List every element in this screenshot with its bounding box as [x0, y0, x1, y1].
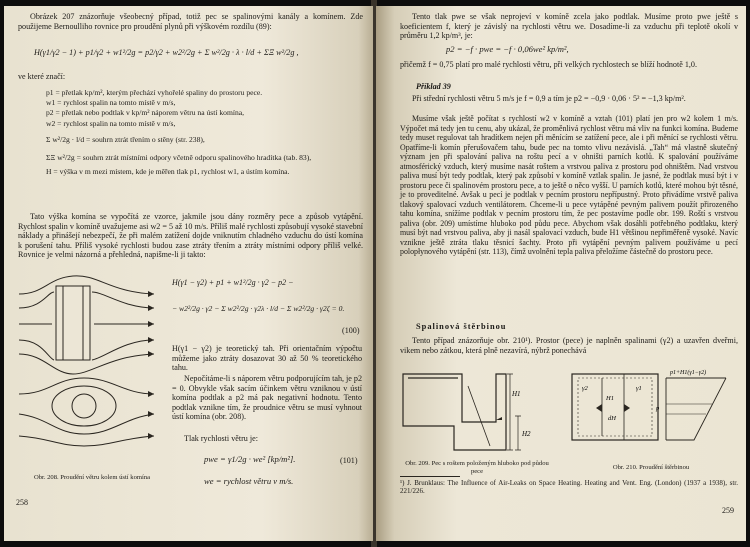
figure-209-caption: Obr. 209. Pec s roštem položeným hluboko pod půdou pece — [405, 460, 549, 475]
furnace-grate-figure — [398, 366, 548, 456]
left-page — [4, 6, 373, 541]
gamma1-label: γ1 — [636, 385, 642, 392]
definition-item: p1 = přetlak kp/m², kterým přechází vyhořelé spaliny do prostoru pece. — [46, 88, 263, 97]
dh-label: dH — [608, 415, 616, 422]
left-page-number: 258 — [16, 498, 28, 507]
chimney-paragraph: Tato výška komína se vypočítá ze vzorce, jakmile jsou dány rozměry pece a způsob vytápění. Rychlost spalin v komíně uvažujeme asi w2 = 5 až 10 m/s. Příliš malé rychlosti způsobují vysoké stavební náklady a přinášejí nebezpečí, že při malém zatížení dojde vniknutím chladného vzduchu do ústí komína k porušení tahu. Příliš vysoké rychlosti budou zase ztráty třením a ztráty místními odpory příliš velké. Rovnice je velmi názorná a přehledná, napišme-li ji takto: — [18, 212, 363, 260]
definition-item: w2 = rychlost spalin na tomto místě v m/s, — [46, 118, 176, 128]
slot-flow-figure — [566, 364, 736, 460]
negative-pressure-equation: p2 = −f · pwe = −f · 0,06we² kp/m², — [446, 44, 569, 54]
right-page — [376, 6, 746, 541]
gamma2-label: γ2 — [582, 385, 588, 392]
definition-item: w1 = rychlost spalin na tomto místě v m/s, — [46, 98, 176, 108]
rewritten-equation-line1: H(γ1 − γ2) + p1 + w1²/2g · γ2 − p2 − — [172, 278, 294, 287]
draft-discussion-paragraph: Musíme však ještě počítat s rychlostí w2 v komíně a vztah (101) platí jen pro w2 kolem 1 m/s. Výpočet má tedy jen tu cenu, aby ukázal, že proměnlivá rychlost větru má vliv na funkci komína. Budeme tedy muset regulovat tah hradítkem nejen při měnícím se zatížení pece, ale i při měnící se rychlosti větru. Opatříme-li komín přerušovačem tahu, bude pec na tomto vlivu nezávislá. „Tah“ má vlastně skutečný význam jen při spalování paliva na roštu pecí a v ohništi parních kotlů. K spalování používáme atmosférický vzduch, který musíme nasát roštem a vrstvou paliva z prostoru pod ohništěm. Nad vrstvou paliva musí být tedy podtlak, který pak způsobí v komíně vztlak spalin. Je jasné, že podtlak musí být i v prostoru pece či spalinovém prostoru pece, a to ještě o něco vyšší. U parních kotlů, které mohou být těsné, je to proveditelné. Avšak u pecí je podtlak v pecním prostoru nepřípustný. Proto přivádíme vrstvě paliva tlakový spalovací vzduch ventilátorem. Chceme-li u pece vytápěné pevným palivem použít přirozeného tahu komína, snížíme podtlak v pecním prostoru tím, že pec postavíme podle obr. 199. Roští s vrstvou paliva (obr. 209) umístíme hluboko pod půdu pece. Abychom však dosáhli potřebného podtlaku, který musí být nad vrstvou paliva, aby ji nasál spalovací vzduch, bude H1 většinou nepřiměřeně vysoké. Navíc vznikne ještě ztráta tlaku těsnicí šachty. Proto při vytápění pevným palivem používáme u pecí polopłynového vytápění (str. 113), čímž uvolnění tepla paliva přeložíme částečně do prostoru pece. — [400, 114, 738, 256]
definition-item: ΣΞ w²/2g = souhrn ztrát místními odpory včetně odporu spalinového hradítka (tab. 83), — [46, 153, 312, 163]
example-title: Příklad 39 — [416, 82, 451, 91]
wind-pressure-equation: pwe = γ1/2g · we² [kp/m²]. — [204, 454, 296, 464]
right-page-number: 259 — [722, 506, 734, 515]
p-label: p — [656, 405, 660, 412]
rewritten-equation-line2: − w2²/2g · γ2 − Σ w2²/2g · γ2λ · l/d − Σ w2²/2g · γ2ζ = 0. — [172, 304, 345, 313]
wind-flow-figure — [14, 274, 164, 469]
section-heading: Spalinová štěrbinou — [416, 322, 507, 331]
footnote: ¹) J. Brunklaus: The Influence of Air-Leaks on Space Heating. Heating and Vent. Eng. (London) (1937 a 1938), str. 221/226. — [400, 479, 738, 496]
slot-flow-paragraph: Tento případ znázorňuje obr. 210¹). Prostor (pece) je naplněn spalinami (γ2) a uzavřen dveřmi, vikem nebo zátkou, která plně nezavírá, nýbrž ponechává — [400, 336, 738, 355]
footnote-rule — [400, 476, 460, 477]
definition-item: H = výška v m mezi místem, kde je měřen tlak p1, rychlost w1, a ústím komína. — [46, 167, 290, 177]
wind-pressure-label: Tlak rychlosti větru je: — [184, 434, 258, 443]
figure-210-caption: Obr. 210. Proudění štěrbinou — [612, 464, 690, 471]
h1-label: H1 — [512, 390, 521, 398]
bernoulli-equation: H(γ1/γ2 − 1) + p1/γ2 + w1²/2g = p2/γ2 + w2²/2g + Σ w²/2g · λ · l/d + ΣΞ w²/2g , — [34, 48, 299, 57]
coefficient-note: přičemž f = 0,75 platí pro malé rychlosti větru, při velkých rychlostech se blíží hodnotě 1,0. — [400, 60, 697, 69]
example-text: Při střední rychlosti větru 5 m/s je f = 0,9 a tím je p2 = −0,9 · 0,06 · 5² = −1,3 kp/m². — [412, 94, 686, 103]
wind-coefficient-paragraph: Tento tlak pwe se však neprojeví v komíně zcela jako podtlak. Musíme proto pwe ještě s koeficientem f, který je závislý na rychlosti větru we. Dosadíme-li za vzduchu při teplotě okolí v průměru 1,2 kp/m³, je: — [400, 12, 738, 41]
intro-paragraph: Obrázek 207 znázorňuje všeobecný případ, totiž pec se spalinovými kanály a komínem. Zde použijeme Bernoulliho rovnice pro proudění plynů při výškovém rozdílu (89): — [18, 12, 363, 31]
wind-speed-definition: we = rychlost větru v m/s. — [204, 476, 294, 486]
definition-item: Σ w²/2g · l/d = souhrn ztrát třením o stěny (str. 238), — [46, 134, 205, 144]
equation-number-100: (100) — [342, 326, 360, 335]
h2-label: H2 — [522, 430, 531, 438]
where-label: ve které značí: — [18, 72, 66, 81]
fig210-h1-label: H1 — [606, 395, 614, 402]
pressure-top-label: p1+H1(γ1−γ2) — [670, 370, 707, 376]
equation-number-101: (101) — [340, 456, 358, 465]
theoretical-draft-paragraph: H(γ1 − γ2) je teoretický tah. Při orientačním výpočtu můžeme jako ztráty dosazovat 30 až 50 % teoretického tahu. — [172, 344, 362, 373]
figure-208-caption: Obr. 208. Proudění větru kolem ústí komína — [33, 474, 151, 481]
definitions-list — [46, 88, 361, 177]
definition-item: p2 = přetlak nebo podtlak v kp/m² náporem větru na ústí komína, — [46, 108, 245, 118]
wind-pressure-paragraph: Nepočítáme-li s náporem větru podporujícím tah, je p2 = 0. Obvykle však sacím účinkem větru vzniknou v ústí komína podtlak a p2 má pak negativní hodnotu. Tento podtlak vznikne tím, že proudnice větru se musí vyhnout ústí komína (obr. 208). — [172, 374, 363, 422]
